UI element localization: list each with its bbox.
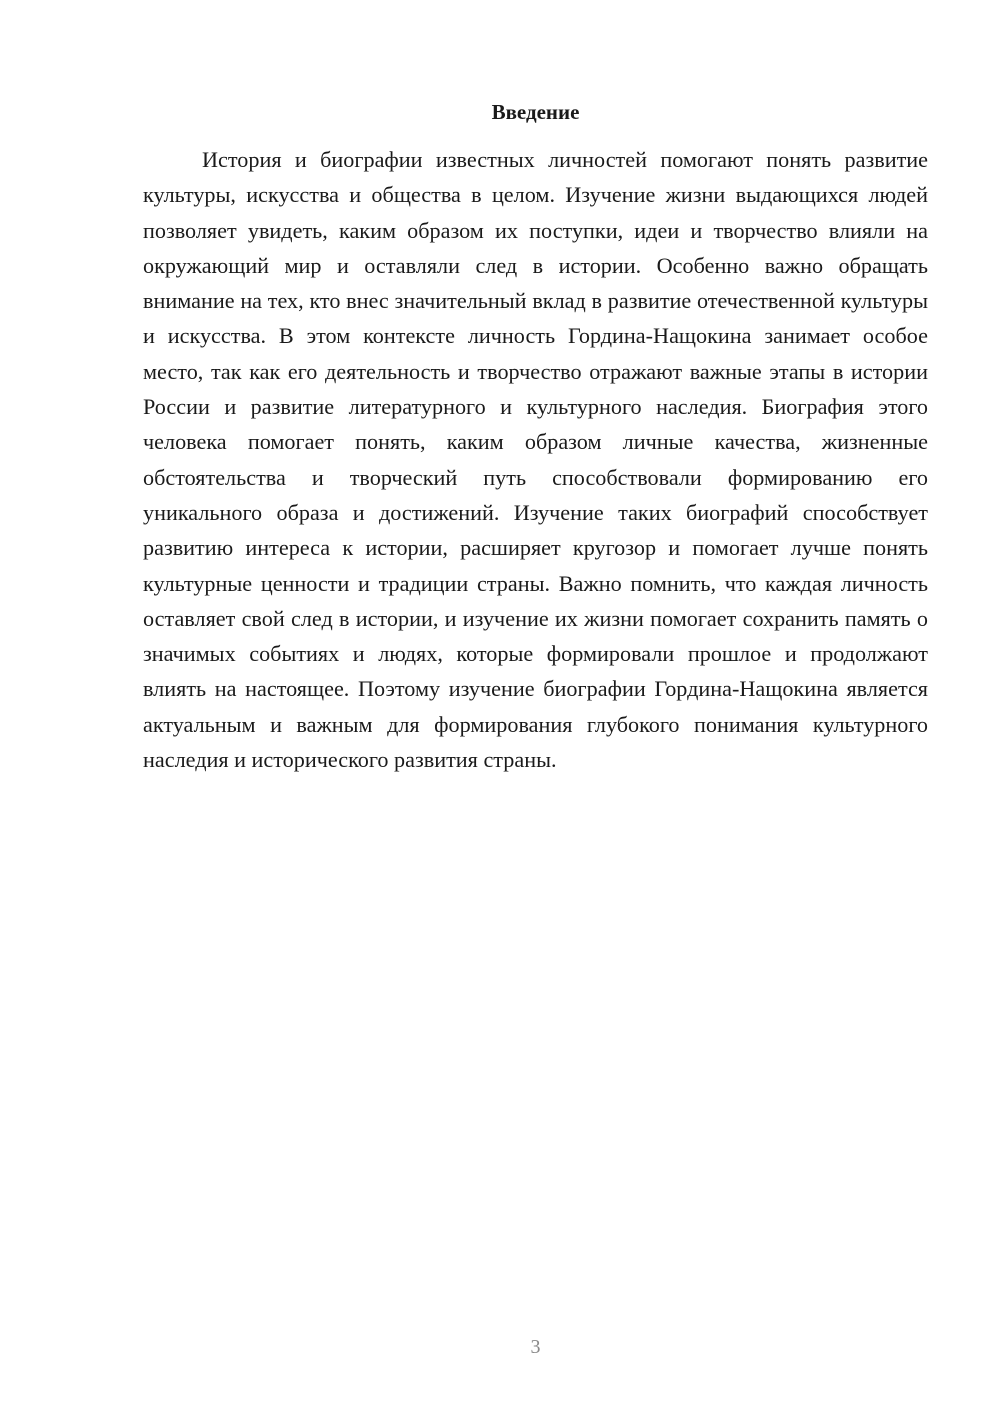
section-heading: Введение (491, 100, 580, 124)
body-paragraph: История и биографии известных личностей помогают понять развитие культуры, искусства и общества в целом. Изучение жизни выдающихся людей позволяет увидеть, каким образом их поступки, идеи и творчество влияли на окружающий мир и оставляли след в истории. Особенно важно обращать внимание на тех, кто внес значительный вклад в развитие отечественной культуры и искусства. В этом контексте личность Гордина-Нащокина занимает особое место, так как его деятельность и творчество отражают важные этапы в истории России и развитие литературного и культурного наследия. Биография этого человека помогает понять, каким образом личные качества, жизненные обстоятельства и творческий путь способствовали формированию его уникального образа и достижений. Изучение таких биографий способствует развитию интереса к истории, расширяет кругозор и помогает лучше понять культурные ценности и традиции страны. Важно помнить, что каждая личность оставляет свой след в истории, и изучение их жизни помогает сохранить память о значимых событиях и людях, которые формировали прошлое и продолжают влиять на настоящее. Поэтому изучение биографии Гордина-Нащокина является актуальным и важным для формирования глубокого понимания культурного наследия и исторического развития страны. (143, 147, 928, 773)
page-number: 3 (530, 1336, 541, 1358)
